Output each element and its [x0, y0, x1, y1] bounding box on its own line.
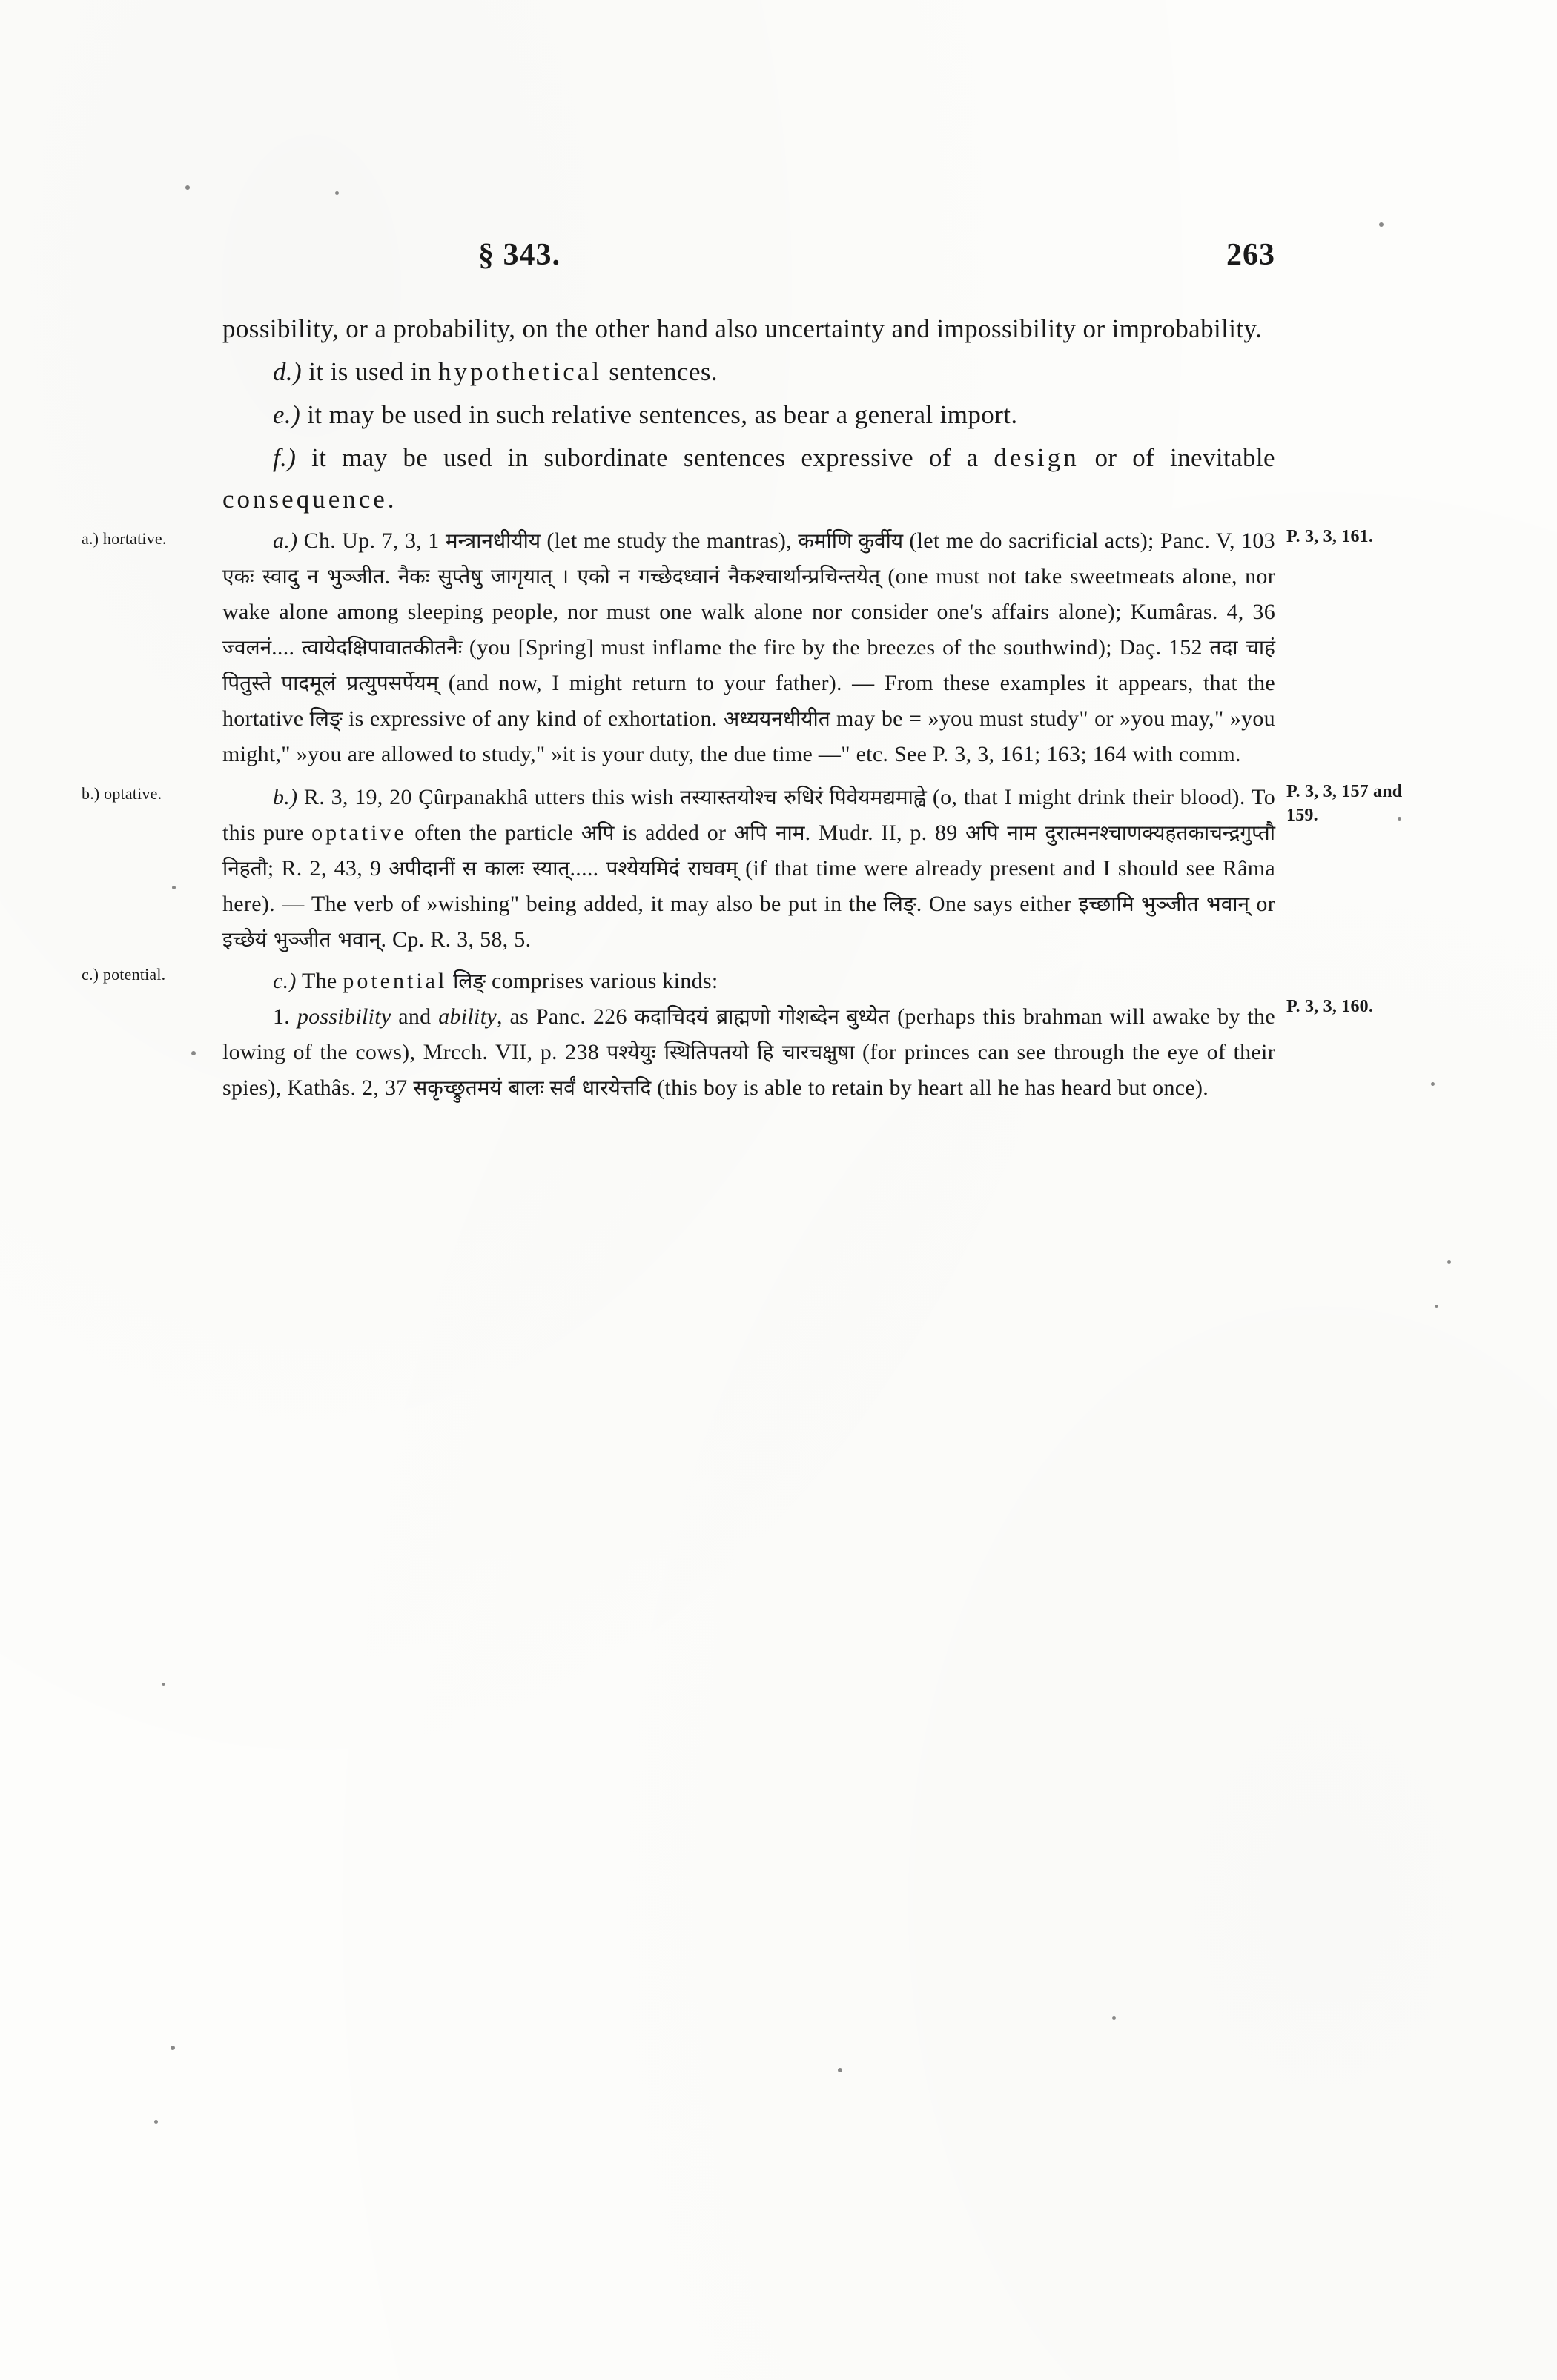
- page-header: [222, 237, 1275, 289]
- paragraph-d: [222, 351, 1275, 393]
- margin-note-a-left: a.) hortative.: [82, 529, 167, 548]
- paragraph-e-label: e.): [273, 400, 301, 429]
- margin-note-b-right: P. 3, 3, 157 and 159.: [1286, 782, 1403, 825]
- paragraph-f-label: f.): [273, 443, 297, 472]
- margin-note-a-right: P. 3, 3, 161.: [1286, 527, 1374, 546]
- paragraph-f-text: it may be used in subordinate sentences expressive of a design or of inevitable consequence.: [222, 443, 1275, 514]
- section-b-text: b.) R. 3, 19, 20 Çûrpanakhâ utters this wish तस्यास्तयोश्च रुधिरं पिवेयमद्यमाह्वे (o, that I might drink their blood). To this pure optative often the particle अपि is added or अपि नाम. Mudr. II, p. 89 अपि नाम दुरात्मनश्चाणक्यहतकाचन्द्रगुप्तौ निहतौ; R. 2, 43, 9 अपीदानीं स कालः स्यात्..... पश्येयमिदं राघवम् (if that time were already present and I should see Râma here). — The verb of »wishing" being added, it may also be put in the लिङ्. One says either इच्छामि भुञ्जीत भवान् or इच्छेयं भुञ्जीत भवान्. Cp. R. 3, 58, 5.: [222, 785, 1276, 952]
- paragraph-e-text: it may be used in such relative sentences, as bear a general import.: [300, 400, 1018, 429]
- paragraph-e: [222, 394, 1275, 436]
- paragraph-intro: possibility, or a probability, on the other hand also uncertainty and impossibility or improbability.: [222, 314, 1263, 343]
- section-c: [82, 964, 1275, 1106]
- margin-note-b-left: b.) optative.: [82, 784, 162, 803]
- section-c-text: c.) The potential लिङ् comprises various kinds:: [273, 969, 718, 993]
- page-content: [82, 237, 1403, 1106]
- section-b-label: b.): [273, 785, 298, 809]
- section-c-label: c.): [273, 969, 297, 993]
- section-number: § 343.: [478, 238, 561, 272]
- paragraph-f: [222, 437, 1275, 520]
- section-c-sub-text: 1. possibility and ability, as Panc. 226 कदाचिदयं ब्राह्मणो गोशब्देन बुध्येत (perhaps this brahman will awake by the lowing of the cows), Mrcch. VII, p. 238 पश्येयुः स्थितिपतयो हि चारचक्षुषा (for princes can see through the eye of their spies), Kathâs. 2, 37 सकृच्छ्रुतमयं बालः सर्वं धारयेत्तदि (this boy is able to retain by heart all he has heard but once).: [222, 1004, 1275, 1100]
- paragraph-d-text: it is used in hypothetical sentences.: [302, 357, 718, 386]
- section-a: [82, 523, 1374, 772]
- paragraph-d-label: d.): [273, 357, 303, 386]
- section-a-text: a.) Ch. Up. 7, 3, 1 मन्त्रानधीयीय (let me study the mantras), कर्माणि कुर्वीय (let me do sacrificial acts); Panc. V, 103 एकः स्वादु न भुञ्जीत. नैकः सुप्तेषु जागृयात् । एको न गच्छेदध्वानं नैकश्चार्थान्प्रचिन्तयेत् (one must not take sweetmeats alone, nor wake alone among sleeping people, nor must one walk alone nor consider one's affairs alone); Kumâras. 4, 36 ज्वलनं.... त्वायेदक्षिपावातकीतनैः (you [Spring] must inflame the fire by the breezes of the southwind); Daç. 152 तदा चाहं पितुस्ते पादमूलं प्रत्युपसर्पेयम् (and now, I might return to your father). — From these examples it appears, that the hortative लिङ् is expressive of any kind of exhortation. अध्ययनधीयीत may be = »you must study" or »you may," »you might," »you are allowed to study," »it is your duty, the due time —" etc. See P. 3, 3, 161; 163; 164 with comm.: [222, 528, 1275, 766]
- page-number: 263: [1226, 238, 1275, 272]
- section-a-label: a.): [273, 528, 298, 553]
- margin-note-c-left: c.) potential.: [82, 965, 166, 984]
- margin-note-b-right-2: P. 3, 3, 160.: [1286, 997, 1374, 1016]
